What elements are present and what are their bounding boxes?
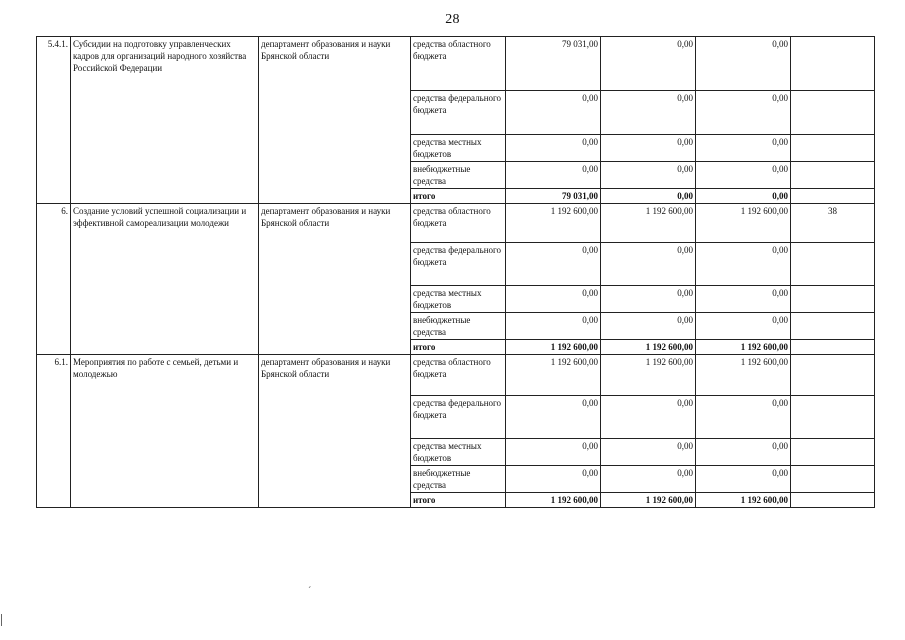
total-year-2: 1 192 600,00 — [601, 340, 696, 355]
section-executor: департамент образования и науки Брянской области — [259, 37, 411, 204]
section-name: Мероприятия по работе с семьей, детьми и молодежью — [71, 355, 259, 508]
total-year-2: 0,00 — [601, 189, 696, 204]
funding-source: средства местных бюджетов — [411, 439, 506, 466]
amount-year-2: 0,00 — [601, 286, 696, 313]
funding-source: средства областного бюджета — [411, 355, 506, 396]
amount-year-1: 0,00 — [506, 466, 601, 493]
amount-year-3: 0,00 — [696, 135, 791, 162]
total-label: итого — [411, 493, 506, 508]
funding-source: средства областного бюджета — [411, 204, 506, 243]
funding-source: средства федерального бюджета — [411, 243, 506, 286]
funding-source: внебюджетные средства — [411, 313, 506, 340]
amount-year-2: 1 192 600,00 — [601, 204, 696, 243]
funding-source: внебюджетные средства — [411, 466, 506, 493]
funding-source: средства федерального бюджета — [411, 91, 506, 135]
amount-year-1: 0,00 — [506, 243, 601, 286]
funding-row — [37, 355, 875, 396]
indicator-number — [791, 355, 875, 396]
funding-row — [37, 37, 875, 91]
total-year-1: 1 192 600,00 — [506, 493, 601, 508]
amount-year-1: 0,00 — [506, 313, 601, 340]
amount-year-2: 0,00 — [601, 313, 696, 340]
amount-year-3: 0,00 — [696, 396, 791, 439]
amount-year-3: 1 192 600,00 — [696, 355, 791, 396]
indicator-empty — [791, 243, 875, 286]
indicator-empty — [791, 162, 875, 189]
total-year-1: 1 192 600,00 — [506, 340, 601, 355]
amount-year-3: 0,00 — [696, 313, 791, 340]
section-code: 6.1. — [37, 355, 71, 508]
section-executor: департамент образования и науки Брянской области — [259, 355, 411, 508]
amount-year-2: 0,00 — [601, 466, 696, 493]
amount-year-1: 0,00 — [506, 135, 601, 162]
funding-source: внебюджетные средства — [411, 162, 506, 189]
amount-year-2: 0,00 — [601, 91, 696, 135]
indicator-empty — [791, 396, 875, 439]
amount-year-3: 0,00 — [696, 439, 791, 466]
indicator-empty — [791, 313, 875, 340]
amount-year-1: 79 031,00 — [506, 37, 601, 91]
funding-source: средства федерального бюджета — [411, 396, 506, 439]
indicator-empty — [791, 439, 875, 466]
indicator-empty — [791, 189, 875, 204]
amount-year-1: 0,00 — [506, 439, 601, 466]
amount-year-1: 0,00 — [506, 286, 601, 313]
amount-year-2: 0,00 — [601, 243, 696, 286]
indicator-empty — [791, 286, 875, 313]
amount-year-3: 0,00 — [696, 243, 791, 286]
total-year-3: 0,00 — [696, 189, 791, 204]
amount-year-3: 0,00 — [696, 37, 791, 91]
section-code: 5.4.1. — [37, 37, 71, 204]
page-number: 28 — [445, 12, 460, 27]
amount-year-2: 0,00 — [601, 135, 696, 162]
total-label: итого — [411, 340, 506, 355]
amount-year-1: 1 192 600,00 — [506, 204, 601, 243]
amount-year-3: 0,00 — [696, 162, 791, 189]
amount-year-1: 0,00 — [506, 162, 601, 189]
indicator-empty — [791, 91, 875, 135]
scan-edge-line — [1, 614, 2, 626]
indicator-empty — [791, 493, 875, 508]
section-executor: департамент образования и науки Брянской области — [259, 204, 411, 355]
funding-source: средства местных бюджетов — [411, 135, 506, 162]
amount-year-1: 1 192 600,00 — [506, 355, 601, 396]
funding-source: средства областного бюджета — [411, 37, 506, 91]
amount-year-2: 0,00 — [601, 396, 696, 439]
stray-mark: ˊ — [308, 586, 312, 597]
amount-year-3: 1 192 600,00 — [696, 204, 791, 243]
amount-year-3: 0,00 — [696, 466, 791, 493]
amount-year-2: 0,00 — [601, 162, 696, 189]
budget-table — [36, 36, 875, 508]
indicator-number — [791, 37, 875, 91]
indicator-empty — [791, 340, 875, 355]
section-code: 6. — [37, 204, 71, 355]
total-year-2: 1 192 600,00 — [601, 493, 696, 508]
amount-year-2: 0,00 — [601, 37, 696, 91]
amount-year-1: 0,00 — [506, 396, 601, 439]
total-year-3: 1 192 600,00 — [696, 493, 791, 508]
amount-year-2: 1 192 600,00 — [601, 355, 696, 396]
section-name: Субсидии на подготовку управленческих кадров для организаций народного хозяйства Российской Федерации — [71, 37, 259, 204]
amount-year-2: 0,00 — [601, 439, 696, 466]
section-name: Создание условий успешной социализации и эффективной самореализации молодежи — [71, 204, 259, 355]
amount-year-1: 0,00 — [506, 91, 601, 135]
total-year-3: 1 192 600,00 — [696, 340, 791, 355]
indicator-number: 38 — [791, 204, 875, 243]
total-year-1: 79 031,00 — [506, 189, 601, 204]
amount-year-3: 0,00 — [696, 286, 791, 313]
indicator-empty — [791, 466, 875, 493]
amount-year-3: 0,00 — [696, 91, 791, 135]
funding-source: средства местных бюджетов — [411, 286, 506, 313]
total-label: итого — [411, 189, 506, 204]
indicator-empty — [791, 135, 875, 162]
funding-row — [37, 204, 875, 243]
